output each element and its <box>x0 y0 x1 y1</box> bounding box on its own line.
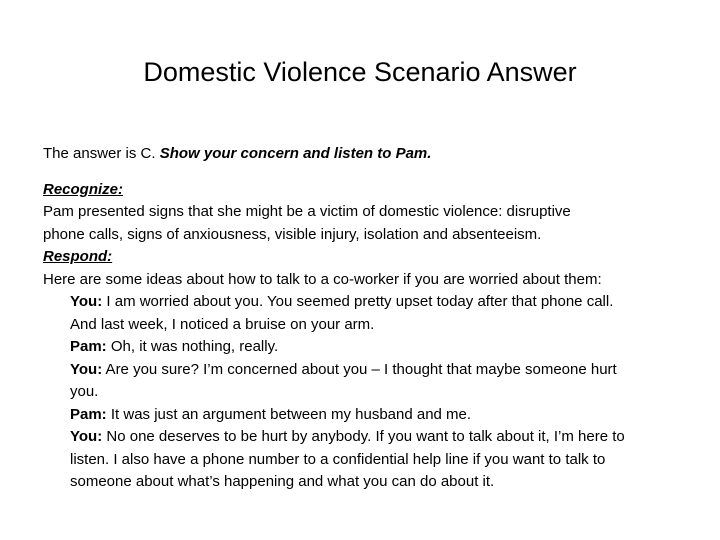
respond-intro: Here are some ideas about how to talk to a co-worker if you are worried about them: <box>43 270 602 288</box>
dialog-text: someone about what’s happening and what you can do about it. <box>70 473 495 490</box>
answer-statement <box>43 143 683 166</box>
dialog-text: you. <box>70 383 99 400</box>
dialog-entry <box>70 359 683 404</box>
dialog-text: It was just an argument between my husband and me. <box>106 405 472 423</box>
dialog-speaker: You: <box>70 360 103 378</box>
dialog-text: Are you sure? I’m concerned about you – I thought that maybe someone hurt <box>102 360 617 378</box>
answer-choice: Show your concern and listen to Pam. <box>159 145 432 162</box>
page-title: Domestic Violence Scenario Answer <box>143 57 577 87</box>
answer-prefix: The answer is C. <box>43 145 160 162</box>
dialog <box>43 291 683 494</box>
dialog-speaker: Pam: <box>70 405 107 423</box>
dialog-text: listen. I also have a phone number to a confidential help line if you want to talk to <box>70 450 606 468</box>
dialog-text: No one deserves to be hurt by anybody. If you want to talk about it, I’m here to <box>102 428 625 445</box>
recognize-text-line: phone calls, signs of anxiousness, visible injury, isolation and absenteeism. <box>43 225 542 243</box>
dialog-entry <box>70 426 683 494</box>
respond-heading-line <box>43 246 683 269</box>
recognize-text-line: Pam presented signs that she might be a victim of domestic violence: disruptive <box>43 203 571 220</box>
slide-content <box>43 143 683 494</box>
dialog-entry <box>70 336 683 359</box>
dialog-entry <box>70 291 683 336</box>
recognize-heading: Recognize: <box>43 180 124 198</box>
dialog-entry <box>70 404 683 427</box>
dialog-speaker: You: <box>70 293 103 310</box>
recognize-heading-line <box>43 179 683 202</box>
dialog-text: And last week, I noticed a bruise on your arm. <box>70 315 375 333</box>
dialog-text: I am worried about you. You seemed pretty upset today after that phone call. <box>102 293 614 310</box>
dialog-text: Oh, it was nothing, really. <box>106 338 279 355</box>
dialog-speaker: You: <box>70 428 103 445</box>
dialog-speaker: Pam: <box>70 338 107 355</box>
respond-heading: Respond: <box>43 248 113 265</box>
